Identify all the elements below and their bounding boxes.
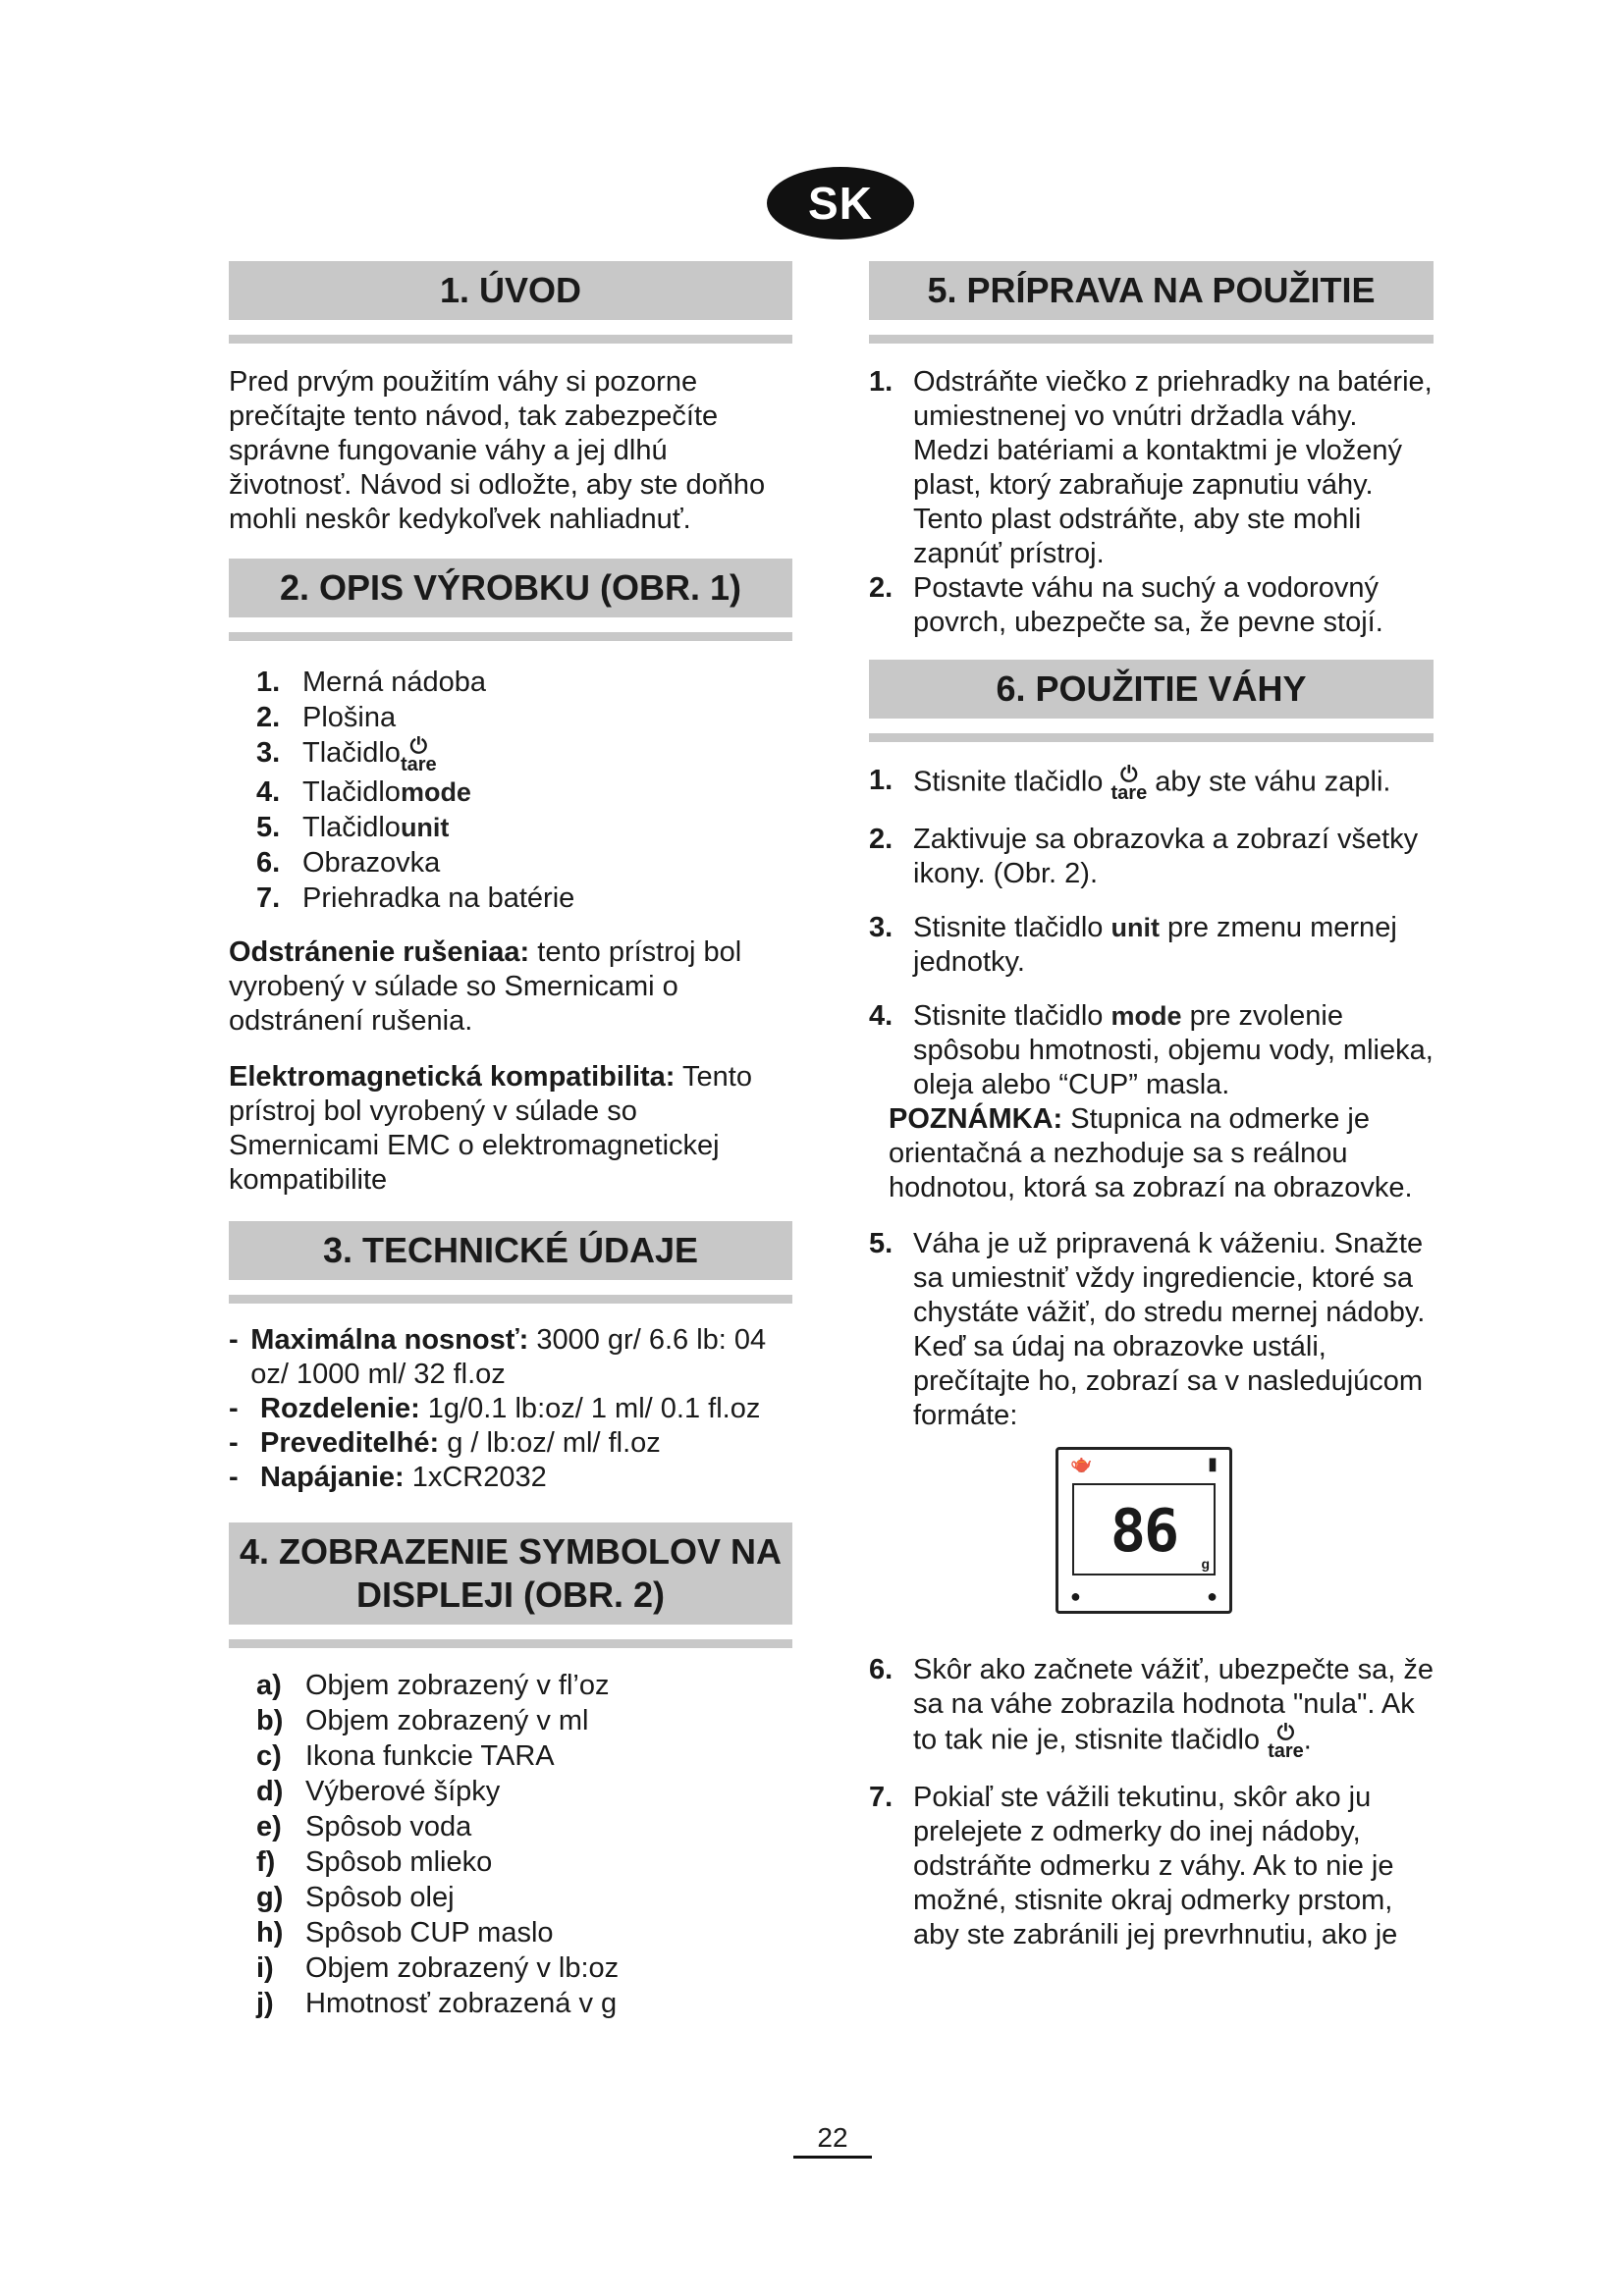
mode-button-icon: mode <box>1110 1001 1182 1031</box>
lcd-screen <box>1072 1483 1216 1575</box>
list-item: - Preveditelhé: g / lb:oz/ ml/ fl.oz <box>229 1427 661 1459</box>
divider <box>869 733 1434 742</box>
list-item: - Rozdelenie: 1g/0.1 lb:oz/ 1 ml/ 0.1 fl.oz <box>229 1393 761 1424</box>
list-item: j) Hmotnosť zobrazená v g <box>256 1988 618 2019</box>
emc-paragraph: Elektromagnetická kompatibilita: Tento prístroj bol vyrobený v súlade so Smernicami EMC o elektromagnetickej kompatibilite <box>229 1061 752 1196</box>
cup-icon: ▮ <box>1208 1454 1218 1473</box>
list-item: 1. Stisnite tlačidlo ⏻ tare aby ste váhu zapli. <box>869 762 1391 804</box>
divider <box>229 1639 792 1648</box>
section-5-heading: 5. PRÍPRAVA NA POUŽITIE <box>869 261 1434 320</box>
tare-button-icon: ⏻ tare <box>1268 1720 1304 1762</box>
left-column <box>229 261 792 2021</box>
list-item: 4. Tlačidlo mode <box>256 776 471 808</box>
section-4-heading: 4. ZOBRAZENIE SYMBOLOV NA DISPLEJI (OBR. 2) <box>229 1522 792 1625</box>
list-item: 3. Stisnite tlačidlo unit pre zmenu mernej jednotky. <box>869 912 1397 978</box>
scale-display-figure <box>1056 1447 1232 1614</box>
intro-paragraph: Pred prvým použitím váhy si pozorne prečítajte tento návod, tak zabezpečíte správne fungovanie váhy a jej dlhú životnosť. Návod si odložte, aby ste doňho mohli neskôr kedykoľvek nahliadnuť. <box>229 366 766 535</box>
list-item: i) Objem zobrazený v lb:oz <box>256 1952 620 1984</box>
list-item: b) Objem zobrazený v ml <box>256 1705 589 1736</box>
list-item: 6. Obrazovka <box>256 847 441 879</box>
divider <box>229 1295 792 1304</box>
divider <box>869 335 1434 344</box>
divider <box>229 335 792 344</box>
water-drop-icon: ● <box>1070 1586 1081 1606</box>
list-item: 2. Postavte váhu na suchý a vodorovný povrch, ubezpečte sa, že pevne stojí. <box>869 572 1383 638</box>
right-column <box>869 261 1434 1952</box>
usage-list <box>869 764 1434 1102</box>
list-item: 2. Plošina <box>256 702 397 733</box>
list-item: 2. Zaktivuje sa obrazovka a zobrazí všetky ikony. (Obr. 2). <box>869 824 1419 889</box>
unit-button-icon: unit <box>400 813 450 842</box>
interference-paragraph: Odstránenie rušeniaa: tento prístroj bol vyrobený v súlade so Smernicami o odstránení rušenia. <box>229 936 742 1037</box>
list-item: 1. Merná nádoba <box>256 667 487 698</box>
section-1-heading: 1. ÚVOD <box>229 261 792 320</box>
milk-icon: ● <box>1207 1586 1218 1606</box>
page-number: 22 <box>793 2122 872 2159</box>
display-symbols-list <box>229 1668 792 2021</box>
lcd-unit: g <box>1201 1556 1210 1572</box>
list-item: 3. Tlačidlo ⏻ tare <box>256 733 437 775</box>
section-3-heading: 3. TECHNICKÉ ÚDAJE <box>229 1221 792 1280</box>
list-item: e) Spôsob voda <box>256 1811 472 1842</box>
oil-icon: 🫖 <box>1070 1454 1093 1473</box>
list-item: 6. Skôr ako začnete vážiť, ubezpečte sa, že sa na váhe zobrazila hodnota "nula". Ak to tak nie je, stisnite tlačidlo ⏻ tare . <box>869 1654 1434 1762</box>
unit-button-icon: unit <box>1110 913 1160 942</box>
mode-button-icon: mode <box>400 777 471 807</box>
list-item: a) Objem zobrazený v fl’oz <box>256 1670 610 1701</box>
preparation-list <box>869 365 1434 640</box>
list-item: h) Spôsob CUP maslo <box>256 1917 554 1949</box>
section-6-heading: 6. POUŽITIE VÁHY <box>869 660 1434 719</box>
tare-button-icon: ⏻ tare <box>400 733 437 775</box>
lcd-value: 86 <box>1110 1497 1178 1566</box>
usage-list-end <box>869 1653 1434 1952</box>
language-badge: SK <box>767 167 914 240</box>
section-2-heading: 2. OPIS VÝROBKU (OBR. 1) <box>229 559 792 617</box>
list-item: d) Výberové šípky <box>256 1776 501 1807</box>
list-item: 5. Váha je už pripravená k váženiu. Snažte sa umiestniť vždy ingrediencie, ktoré sa chystáte vážiť, do stredu mernej nádoby. Keď sa údaj na obrazovke ustáli, prečítajte ho, zobrazí sa v nasledujúcom formáte: <box>869 1228 1426 1431</box>
usage-list-continued <box>869 1227 1434 1433</box>
list-item: 7. Priehradka na batérie <box>256 882 575 914</box>
list-item: 5. Tlačidlo unit <box>256 812 450 843</box>
list-item: g) Spôsob olej <box>256 1882 455 1913</box>
list-item: - Napájanie: 1xCR2032 <box>229 1462 547 1493</box>
note-paragraph: POZNÁMKA: Stupnica na odmerke je orientačná a nezhoduje sa s reálnou hodnotou, ktorá sa zobrazí na obrazovke. <box>889 1103 1413 1203</box>
tare-button-icon: ⏻ tare <box>1110 762 1148 804</box>
product-parts-list <box>229 665 792 916</box>
list-item: - Maximálna nosnosť: 3000 gr/ 6.6 lb: 04 oz/ 1000 ml/ 32 fl.oz <box>229 1324 767 1390</box>
list-item: f) Spôsob mlieko <box>256 1846 493 1878</box>
list-item: c) Ikona funkcie TARA <box>256 1740 555 1772</box>
divider <box>229 632 792 641</box>
list-item: 1. Odstráňte viečko z priehradky na batérie, umiestnenej vo vnútri držadla váhy. Medzi batériami a kontaktmi je vložený plast, ktorý zabraňuje zapnutiu váhy. Tento plast odstráňte, aby ste mohli zapnúť prístroj. <box>869 366 1433 569</box>
tech-specs-list <box>229 1323 792 1495</box>
list-item: 7. Pokiaľ ste vážili tekutinu, skôr ako ju prelejete z odmerky do inej nádoby, odstráňte odmerku z váhy. Ak to nie je možné, stisnite okraj odmerky prstom, aby ste zabránili jej prevrhnutiu, ako je <box>869 1782 1398 1950</box>
list-item: 4. Stisnite tlačidlo mode pre zvolenie spôsobu hmotnosti, objemu vody, mlieka, oleja alebo “CUP” masla. <box>869 1000 1434 1100</box>
